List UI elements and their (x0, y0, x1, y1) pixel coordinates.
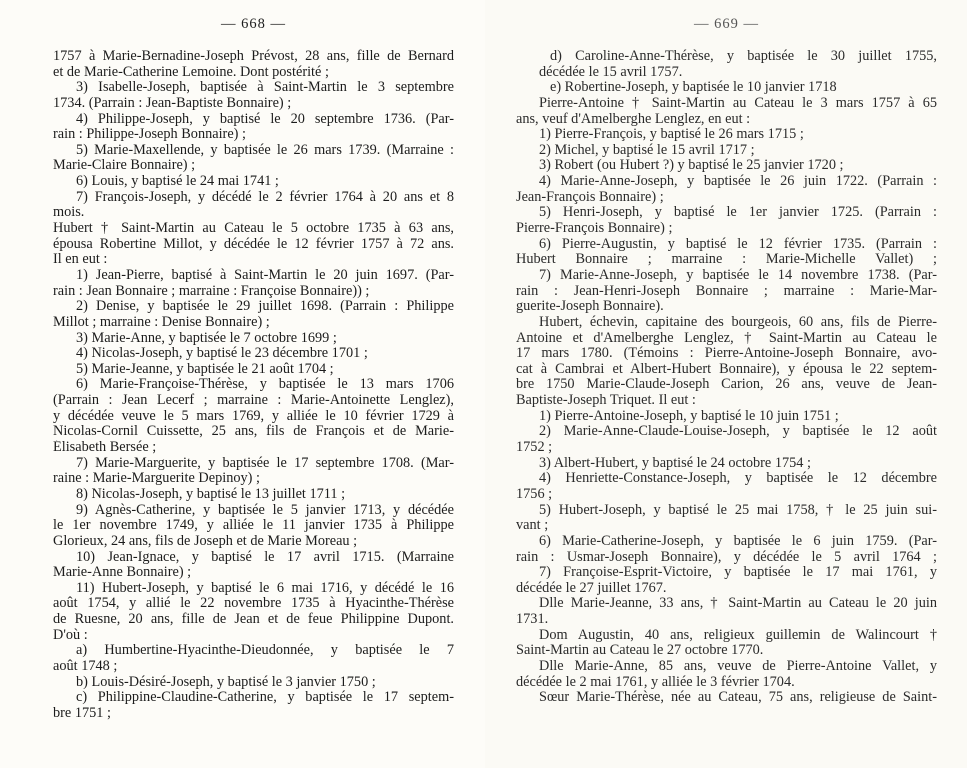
text-line: rain : Philippe-Joseph Bonnaire) ; (53, 127, 246, 143)
text-line: 7) Marie-Marguerite, y baptisée le 17 septembre 1708. (Mar- (76, 455, 454, 471)
text-line: 1731. (516, 612, 549, 628)
text-line: 6) Pierre-Augustin, y baptisé le 12 février 1735. (Parrain : (539, 236, 937, 252)
page-number: — 669 — (694, 16, 759, 32)
text-line: D'où : (53, 627, 88, 643)
text-line: et de Marie-Catherine Lemoine. Dont postérité ; (53, 64, 329, 80)
text-line: 5) Henri-Joseph, y baptisé le 1er janvier 1725. (Parrain : (539, 205, 937, 221)
text-line: a) Humbertine-Hyacinthe-Dieudonnée, y baptisée le 7 (76, 643, 454, 659)
text-line: 5) Marie-Jeanne, y baptisée le 21 août 1704 ; (76, 361, 334, 377)
text-line: Antoine et d'Amelberghe Lenglez, † Saint-Martin au Cateau le (516, 330, 937, 346)
text-line: Marie-Anne Bonnaire) ; (53, 565, 192, 581)
text-line: Jean-François Bonnaire) ; (516, 189, 664, 205)
text-line: 11) Hubert-Joseph, y baptisé le 6 mai 1716, y décédé le 16 (76, 580, 454, 596)
text-line: vant ; (516, 518, 549, 534)
text-line: décédée le 27 juillet 1767. (516, 580, 667, 596)
text-line: 7) Marie-Anne-Joseph, y baptisée le 14 novembre 1738. (Par- (539, 267, 937, 283)
text-line: Dom Augustin, 40 ans, religieux guillemin de Walincourt † (539, 627, 937, 643)
text-line: d) Caroline-Anne-Thérèse, y baptisée le 30 juillet 1755, (550, 49, 937, 64)
text-line: Nicolas-Cornil Cuissette, 25 ans, fils de François et de Marie- (53, 424, 454, 440)
page-body (516, 49, 937, 706)
text-line: bre 1750 Marie-Claude-Joseph Carion, 26 ans, veuve de Jean- (516, 377, 937, 393)
text-line: y décédée veuve le 5 mars 1769, y alliée le 10 février 1729 à (53, 408, 454, 424)
text-line: Sœur Marie-Thérèse, née au Cateau, 75 ans, religieuse de Saint- (539, 690, 937, 706)
text-line: 6) Marie-Catherine-Joseph, y baptisée le 6 juin 1759. (Par- (539, 533, 937, 549)
text-line: 3) Albert-Hubert, y baptisé le 24 octobre 1754 ; (539, 455, 811, 471)
text-line: 2) Denise, y baptisée le 29 juillet 1698. (Parrain : Philippe (76, 299, 454, 315)
text-line: 4) Henriette-Constance-Joseph, y baptisée le 12 décembre (539, 471, 937, 487)
text-line: 8) Nicolas-Joseph, y baptisé le 13 juillet 1711 ; (76, 486, 346, 502)
text-line: Pierre-François Bonnaire) ; (516, 221, 673, 237)
text-line: août 1748 ; (53, 658, 118, 674)
text-line: 4) Nicolas-Joseph, y baptisé le 23 décembre 1701 ; (76, 346, 368, 362)
text-line: rain : Jean Bonnaire ; marraine : Françoise Bonnaire)) ; (53, 283, 370, 299)
text-line: 2) Michel, y baptisé le 15 avril 1717 ; (539, 142, 755, 158)
text-line: 4) Philippe-Joseph, y baptisé le 20 septembre 1736. (Par- (76, 111, 454, 127)
text-line: Hubert † Saint-Martin au Cateau le 5 octobre 1735 à 63 ans, (53, 221, 454, 237)
text-line: Glorieux, 24 ans, fils de Joseph et de Marie Moreau ; (53, 533, 358, 549)
text-line: 1734. (Parrain : Jean-Baptiste Bonnaire) ; (53, 95, 292, 111)
text-line: Dlle Marie-Jeanne, 33 ans, † Saint-Martin au Cateau le 20 juin (539, 596, 937, 612)
text-line: b) Louis-Désiré-Joseph, y baptisé le 3 janvier 1750 ; (76, 674, 376, 690)
page-body (53, 49, 454, 722)
text-line: Élisabeth Bersée ; (53, 440, 157, 456)
text-line: Millot ; marraine : Denise Bonnaire) ; (53, 314, 270, 330)
text-line: 3) Marie-Anne, y baptisée le 7 octobre 1699 ; (76, 330, 337, 346)
text-line: c) Philippine-Claudine-Catherine, y baptisée le 17 septem- (76, 690, 454, 706)
text-line: Hubert, échevin, capitaine des bourgeois, 60 ans, fils de Pierre- (539, 314, 937, 330)
text-line: 1) Pierre-François, y baptisé le 26 mars 1715 ; (539, 127, 804, 143)
text-line: Baptiste-Joseph Triquet. Il eut : (516, 393, 696, 409)
text-line: 9) Agnès-Catherine, y baptisée le 5 janvier 1713, y décédée (76, 502, 454, 518)
text-line: 17 mars 1780. (Témoins : Pierre-Antoine-Joseph Bonnaire, avo- (516, 346, 937, 362)
text-line: Dlle Marie-Anne, 85 ans, veuve de Pierre-Antoine Vallet, y (539, 658, 937, 674)
text-line: Hubert Bonnaire ; marraine : Marie-Michelle Vallet) ; (516, 252, 937, 268)
text-line: guerite-Joseph Bonnaire). (516, 299, 664, 315)
text-line: ans, veuf d'Amelberghe Lenglez, en eut : (516, 111, 751, 127)
page-number: — 668 — (221, 16, 286, 32)
text-line: Pierre-Antoine † Saint-Martin au Cateau le 3 mars 1757 à 65 (539, 95, 937, 111)
text-line: décédée le 15 avril 1757. (539, 64, 683, 80)
text-line: 1752 ; (516, 440, 553, 456)
text-line: (Parrain : Jean Lecerf ; marraine : Marie-Antoinette Lenglez), (53, 393, 454, 409)
text-line: décédée le 2 mai 1761, y alliée le 3 février 1704. (516, 674, 795, 690)
text-line: épousa Robertine Millot, y décédée le 12 février 1757 à 72 ans. (53, 236, 454, 252)
text-line: 7) François-Joseph, y décédé le 2 février 1764 à 20 ans et 8 (76, 189, 454, 205)
text-line: 1) Jean-Pierre, baptisé à Saint-Martin le 20 juin 1697. (Par- (76, 267, 454, 283)
text-line: rain : Usmar-Joseph Bonnaire), y décédée le 5 avril 1764 ; (516, 549, 937, 565)
text-line: raine : Marie-Marguerite Depinoy) ; (53, 471, 260, 487)
text-line: 3) Isabelle-Joseph, baptisée à Saint-Martin le 3 septembre (76, 80, 454, 96)
right-page (485, 0, 967, 768)
text-line: 6) Louis, y baptisé le 24 mai 1741 ; (76, 174, 279, 190)
text-line: le 1er novembre 1749, y alliée le 11 janvier 1735 à Philippe (53, 518, 454, 534)
text-line: 1757 à Marie-Bernadine-Joseph Prévost, 28 ans, fille de Bernard (53, 49, 454, 64)
text-line: Il en eut : (53, 252, 108, 268)
text-line: mois. (53, 205, 85, 221)
text-line: 3) Robert (ou Hubert ?) y baptisé le 25 janvier 1720 ; (539, 158, 844, 174)
text-line: e) Robertine-Joseph, y baptisée le 10 janvier 1718 (550, 80, 837, 96)
text-line: bre 1751 ; (53, 705, 111, 721)
text-line: 1) Pierre-Antoine-Joseph, y baptisé le 10 juin 1751 ; (539, 408, 839, 424)
text-line: 1756 ; (516, 486, 553, 502)
text-line: 4) Marie-Anne-Joseph, y baptisée le 26 juin 1722. (Parrain : (539, 174, 937, 190)
text-line: 5) Hubert-Joseph, y baptisé le 25 mai 1758, † le 25 juin sui- (539, 502, 937, 518)
text-line: août 1754, y allié le 22 novembre 1735 à Hyacinthe-Thérèse (53, 596, 454, 612)
text-line: 6) Marie-Françoise-Thérèse, y baptisée le 13 mars 1706 (76, 377, 454, 393)
text-line: 2) Marie-Anne-Claude-Louise-Joseph, y baptisée le 12 août (539, 424, 937, 440)
text-line: cat à Cambrai et Albert-Hubert Bonnaire), y épousa le 22 septem- (516, 361, 937, 377)
text-line: 7) Françoise-Esprit-Victoire, y baptisée le 17 mai 1761, y (539, 565, 937, 581)
text-line: 5) Marie-Maxellende, y baptisée le 26 mars 1739. (Marraine : (76, 142, 454, 158)
text-line: 10) Jean-Ignace, y baptisé le 17 avril 1715. (Marraine (76, 549, 454, 565)
text-line: de Ruesne, 20 ans, fille de Jean et de feue Philippine Dupont. (53, 612, 454, 628)
text-line: Marie-Claire Bonnaire) ; (53, 158, 196, 174)
text-line: rain : Jean-Henri-Joseph Bonnaire ; marraine : Marie-Mar- (516, 283, 937, 299)
text-line: Saint-Martin au Cateau le 27 octobre 1770. (516, 643, 764, 659)
